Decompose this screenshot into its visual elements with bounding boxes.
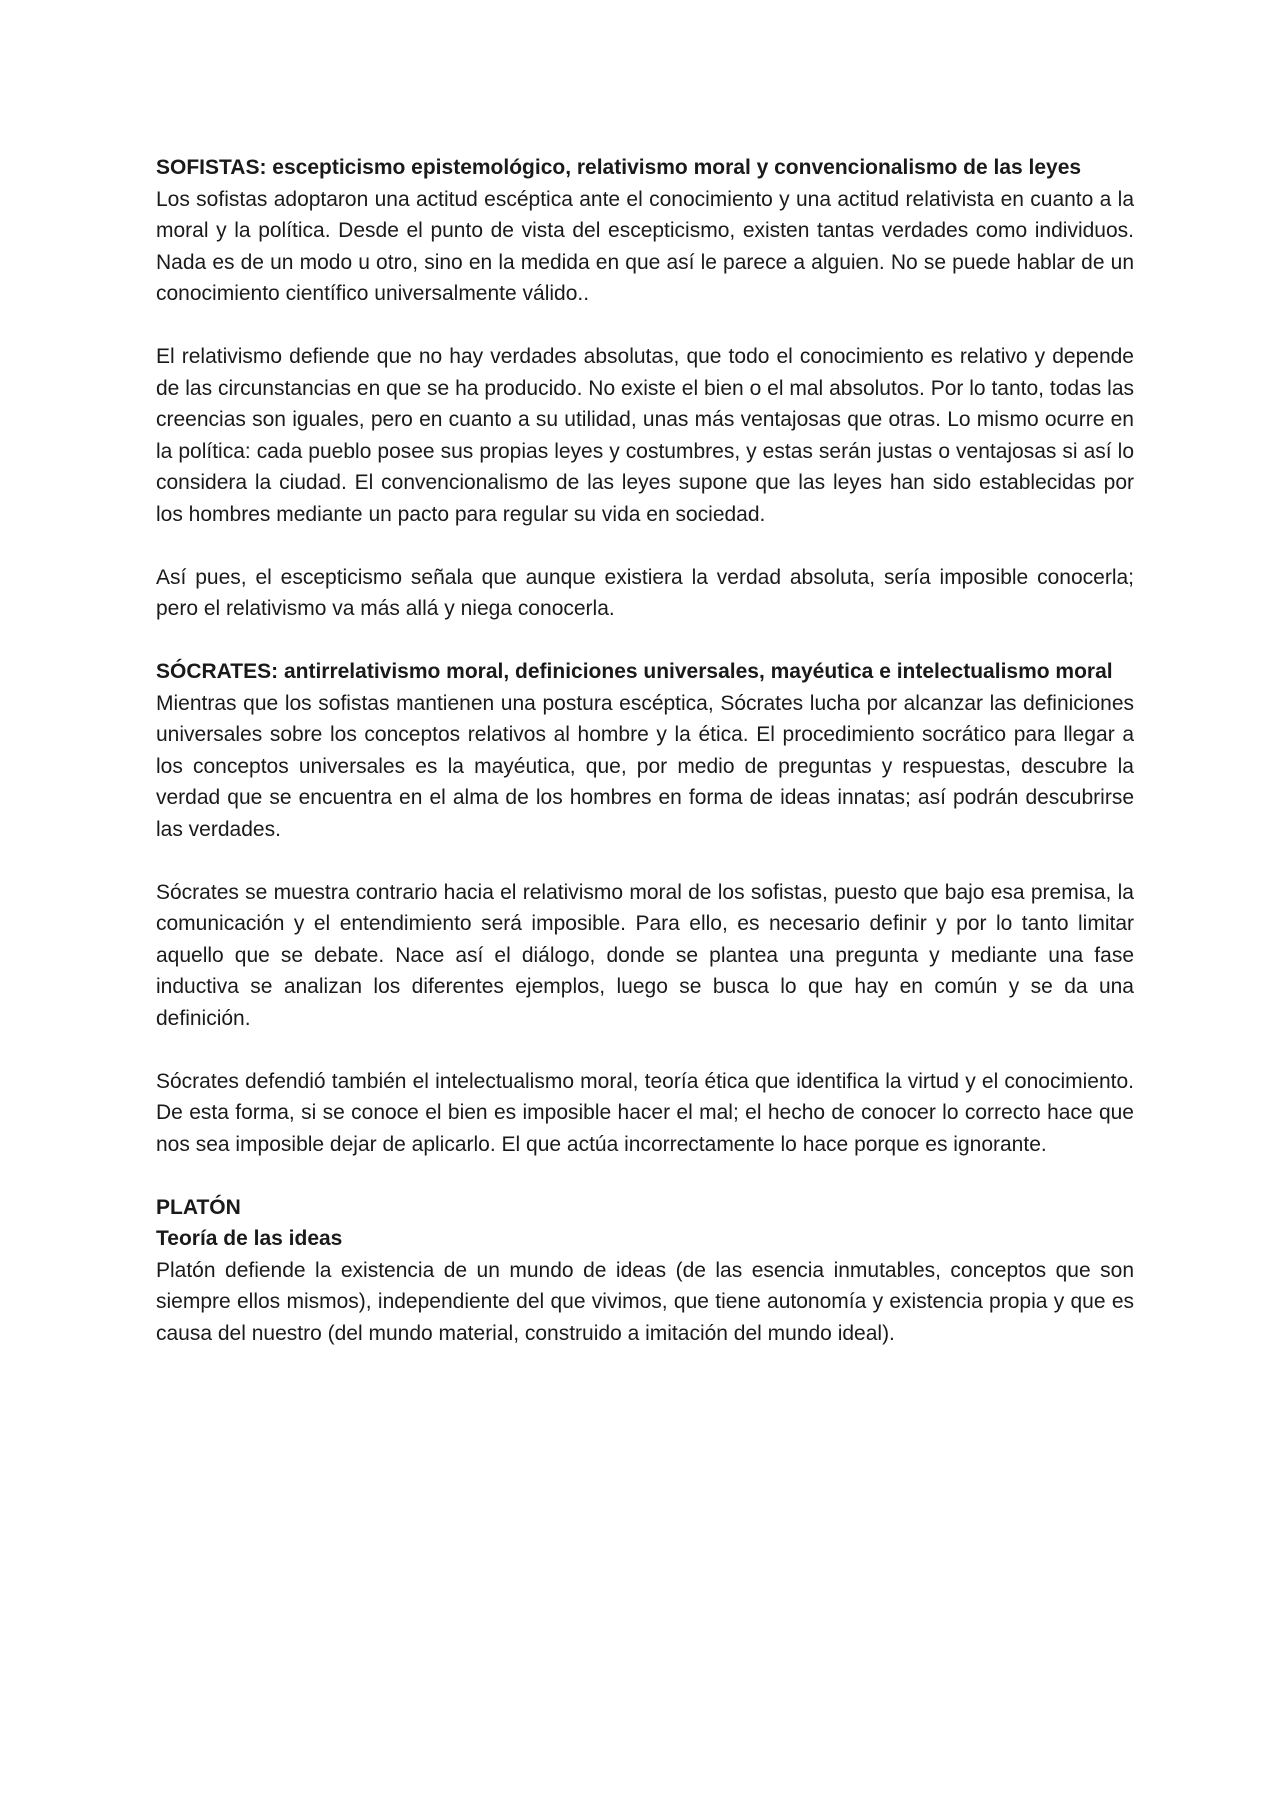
- section-heading-sofistas: SOFISTAS: escepticismo epistemológico, relativismo moral y convencionalismo de las leyes: [156, 156, 1082, 179]
- paragraph-gap: [156, 530, 1134, 562]
- paragraph-gap: [156, 310, 1134, 342]
- document-page: [156, 152, 1134, 1349]
- paragraph-socrates-2: Sócrates se muestra contrario hacia el relativismo moral de los sofistas, puesto que bajo esa premisa, la comunicación y el entendimiento será imposible. Para ello, es necesario definir y por lo tanto limitar aquello que se debate. Nace así el diálogo, donde se plantea una pregunta y mediante una fase inductiva se analizan los diferentes ejemplos, luego se busca lo que hay en común y se da una definición.: [156, 880, 1134, 1030]
- section-heading-platon: PLATÓN: [156, 1195, 241, 1219]
- section-heading-socrates: SÓCRATES: antirrelativismo moral, definiciones universales, mayéutica e intelectualismo moral: [156, 660, 1113, 683]
- paragraph-sofistas-1: Los sofistas adoptaron una actitud escéptica ante el conocimiento y una actitud relativista en cuanto a la moral y la política. Desde el punto de vista del escepticismo, existen tantas verdades como individuos. Nada es de un modo u otro, sino en la medida en que así le parece a alguien. No se puede hablar de un conocimiento científico universalmente válido..: [156, 187, 1134, 305]
- paragraph-gap: [156, 1034, 1134, 1066]
- paragraph-sofistas-3: Así pues, el escepticismo señala que aunque existiera la verdad absoluta, sería imposible conocerla; pero el relativismo va más allá y niega conocerla.: [156, 565, 1134, 620]
- paragraph-gap: [156, 845, 1134, 877]
- paragraph-sofistas-2: El relativismo defiende que no hay verdades absolutas, que todo el conocimiento es relativo y depende de las circunstancias en que se ha producido. No existe el bien o el mal absolutos. Por lo tanto, todas las creencias son iguales, pero en cuanto a su utilidad, unas más ventajosas que otras. Lo mismo ocurre en la política: cada pueblo posee sus propias leyes y costumbres, y estas serán justas o ventajosas si así lo considera la ciudad. El convencionalismo de las leyes supone que las leyes han sido establecidas por los hombres mediante un pacto para regular su vida en sociedad.: [156, 345, 1134, 526]
- paragraph-gap: [156, 1160, 1134, 1192]
- paragraph-platon-1: Platón defiende la existencia de un mundo de ideas (de las esencia inmutables, conceptos que son siempre ellos mismos), independiente del que vivimos, que tiene autonomía y existencia propia y que es causa del nuestro (del mundo material, construido a imitación del mundo ideal).: [156, 1258, 1134, 1345]
- paragraph-socrates-1: Mientras que los sofistas mantienen una postura escéptica, Sócrates lucha por alcanzar las definiciones universales sobre los conceptos relativos al hombre y la ética. El procedimiento socrático para llegar a los conceptos universales es la mayéutica, que, por medio de preguntas y respuestas, descubre la verdad que se encuentra en el alma de los hombres en forma de ideas innatas; así podrán descubrirse las verdades.: [156, 691, 1134, 841]
- paragraph-socrates-3: Sócrates defendió también el intelectualismo moral, teoría ética que identifica la virtud y el conocimiento. De esta forma, si se conoce el bien es imposible hacer el mal; el hecho de conocer lo correcto hace que nos sea imposible dejar de aplicarlo. El que actúa incorrectamente lo hace porque es ignorante.: [156, 1069, 1134, 1156]
- paragraph-gap: [156, 625, 1134, 657]
- subheading-teoria-ideas: Teoría de las ideas: [156, 1227, 343, 1250]
